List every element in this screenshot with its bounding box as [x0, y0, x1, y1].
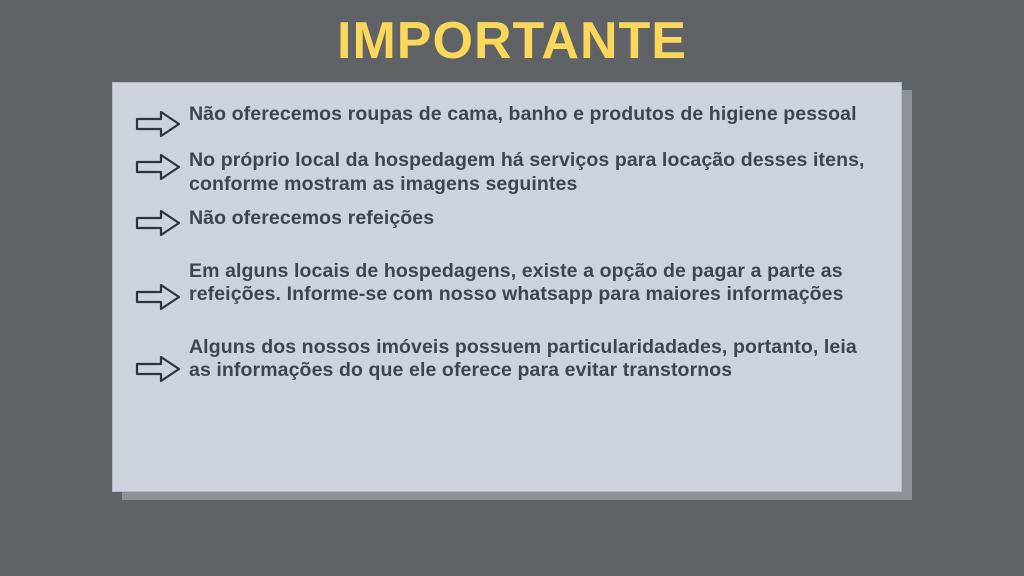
list-item [135, 336, 883, 384]
arrow-right-outline-icon [135, 152, 181, 182]
list-item [135, 260, 883, 312]
list-item-label: Em alguns locais de hospedagens, existe a opção de pagar a parte as refeições. Informe-se com nosso whatsapp para maiores informações [189, 259, 844, 306]
list-item-label: Não oferecemos refeições [189, 206, 435, 229]
list-item-label: Alguns dos nossos imóveis possuem particularidadades, portanto, leia as informações do que ele oferece para evitar transtornos [189, 335, 857, 382]
list-item-label: No próprio local da hospedagem há serviços para locação desses itens, conforme mostram as imagens seguintes [189, 149, 865, 195]
bullet-list [135, 97, 883, 384]
arrow-right-outline-icon [135, 354, 181, 384]
arrow-right-outline-icon [135, 208, 181, 238]
arrow-right-outline-icon [135, 109, 181, 139]
list-item [135, 207, 883, 238]
list-item-label: Não oferecemos roupas de cama, banho e produtos de higiene pessoal [189, 103, 857, 125]
list-item [135, 103, 883, 139]
page-title: IMPORTANTE [337, 12, 687, 70]
list-item [135, 149, 883, 197]
arrow-right-outline-icon [135, 282, 181, 312]
content-card [112, 82, 902, 492]
